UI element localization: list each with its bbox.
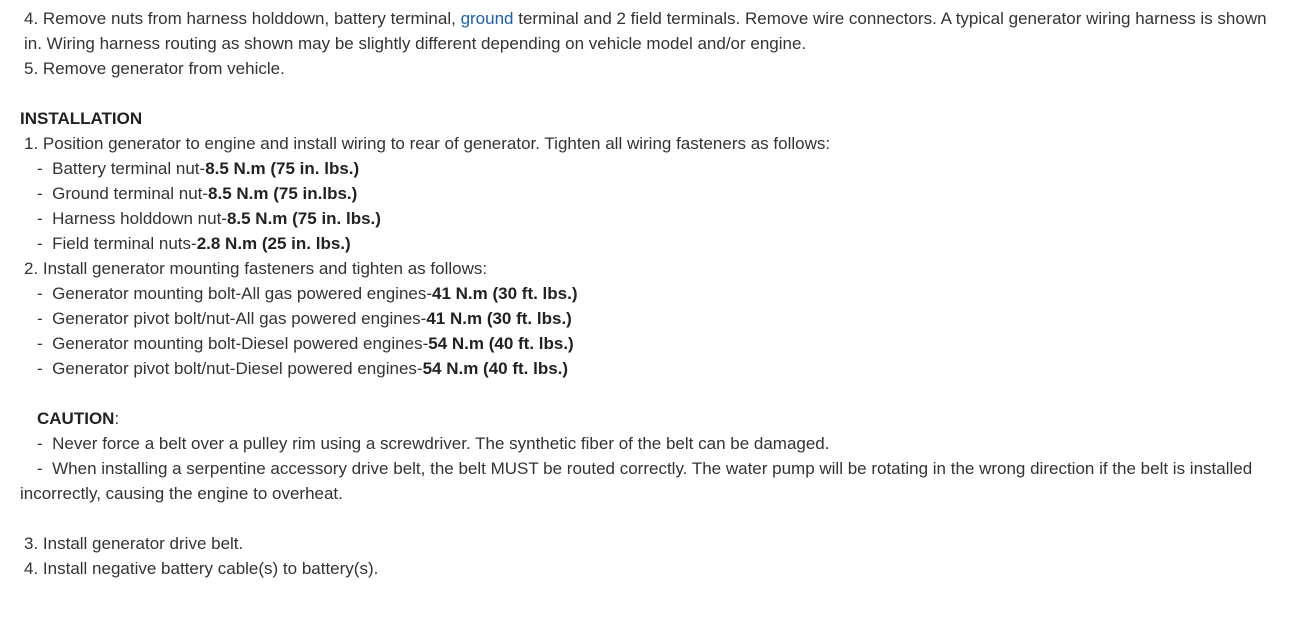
torque-value: 41 N.m (30 ft. lbs.) [426, 309, 572, 328]
torque-label: Generator mounting bolt-All gas powered engines- [52, 284, 433, 303]
ground-link[interactable]: ground [460, 9, 514, 28]
list-dash: - [37, 159, 43, 178]
step-text: Remove nuts from harness holddown, battery terminal, [42, 9, 461, 28]
installation-heading: INSTALLATION [20, 109, 143, 128]
step-number: 2. [24, 259, 39, 278]
torque-label: Battery terminal nut- [52, 159, 206, 178]
torque-label: Generator pivot bolt/nut-Diesel powered engines- [52, 359, 423, 378]
removal-step-5 [20, 56, 1270, 81]
list-dash: - [37, 459, 43, 478]
step-number: 5. [24, 59, 39, 78]
torque-value: 54 N.m (40 ft. lbs.) [428, 334, 574, 353]
caution-item [20, 431, 1270, 456]
step-text: Install generator drive belt. [42, 534, 244, 553]
torque-value: 41 N.m (30 ft. lbs.) [432, 284, 578, 303]
list-dash: - [37, 359, 43, 378]
torque-item [20, 356, 1270, 381]
list-dash: - [37, 334, 43, 353]
list-dash: - [37, 209, 43, 228]
torque-item [20, 331, 1270, 356]
install-step-1 [20, 131, 1270, 156]
torque-label: Harness holddown nut- [52, 209, 227, 228]
torque-label: Field terminal nuts- [52, 234, 197, 253]
install-step-3 [20, 531, 1270, 556]
install-step-4 [20, 556, 1270, 581]
install-step-2 [20, 256, 1270, 281]
torque-item [20, 281, 1270, 306]
torque-item [20, 156, 1270, 181]
list-dash: - [37, 234, 43, 253]
step-text: Install negative battery cable(s) to battery(s). [42, 559, 379, 578]
step-number: 3. [24, 534, 39, 553]
spacer [20, 506, 1270, 531]
torque-item [20, 206, 1270, 231]
caution-item [20, 456, 1270, 506]
list-dash: - [37, 309, 43, 328]
list-dash: - [37, 184, 43, 203]
torque-value: 8.5 N.m (75 in.lbs.) [208, 184, 358, 203]
spacer [20, 81, 1270, 106]
caution-text: Never force a belt over a pulley rim using a screwdriver. The synthetic fiber of the belt can be damaged. [52, 434, 830, 453]
torque-value: 8.5 N.m (75 in. lbs.) [226, 209, 381, 228]
torque-value: 54 N.m (40 ft. lbs.) [422, 359, 569, 378]
torque-label: Generator mounting bolt-Diesel powered engines- [52, 334, 429, 353]
torque-value: 8.5 N.m (75 in. lbs.) [205, 159, 360, 178]
step-number: 4. [24, 559, 39, 578]
spacer [20, 381, 1270, 406]
step-text: Position generator to engine and install wiring to rear of generator. Tighten all wiring fasteners as follows: [42, 134, 831, 153]
torque-item [20, 306, 1270, 331]
torque-label: Ground terminal nut- [52, 184, 209, 203]
caution-colon: : [114, 409, 120, 428]
torque-label: Generator pivot bolt/nut-All gas powered engines- [52, 309, 427, 328]
step-number: 1. [24, 134, 39, 153]
list-dash: - [37, 434, 43, 453]
caution-label: CAUTION [37, 409, 115, 428]
torque-value: 2.8 N.m (25 in. lbs.) [196, 234, 351, 253]
caution-heading [20, 406, 1270, 431]
removal-step-4 [20, 6, 1270, 56]
torque-item [20, 231, 1270, 256]
step-text: Remove generator from vehicle. [42, 59, 285, 78]
caution-text: When installing a serpentine accessory drive belt, the belt MUST be routed correctly. The water pump will be rotating in the wrong direction if the belt is installed incorrectly, causing the engine to overheat. [20, 459, 1253, 503]
step-number: 4. [24, 9, 39, 28]
list-dash: - [37, 284, 43, 303]
step-text: Install generator mounting fasteners and tighten as follows: [42, 259, 488, 278]
step-text-continued: terminal and 2 field terminals. Remove wire connectors. A typical generator wiring harness is shown in. Wiring harness routing as shown may be slightly different depending on vehicle model and/or engine. [24, 9, 1267, 53]
torque-item [20, 181, 1270, 206]
